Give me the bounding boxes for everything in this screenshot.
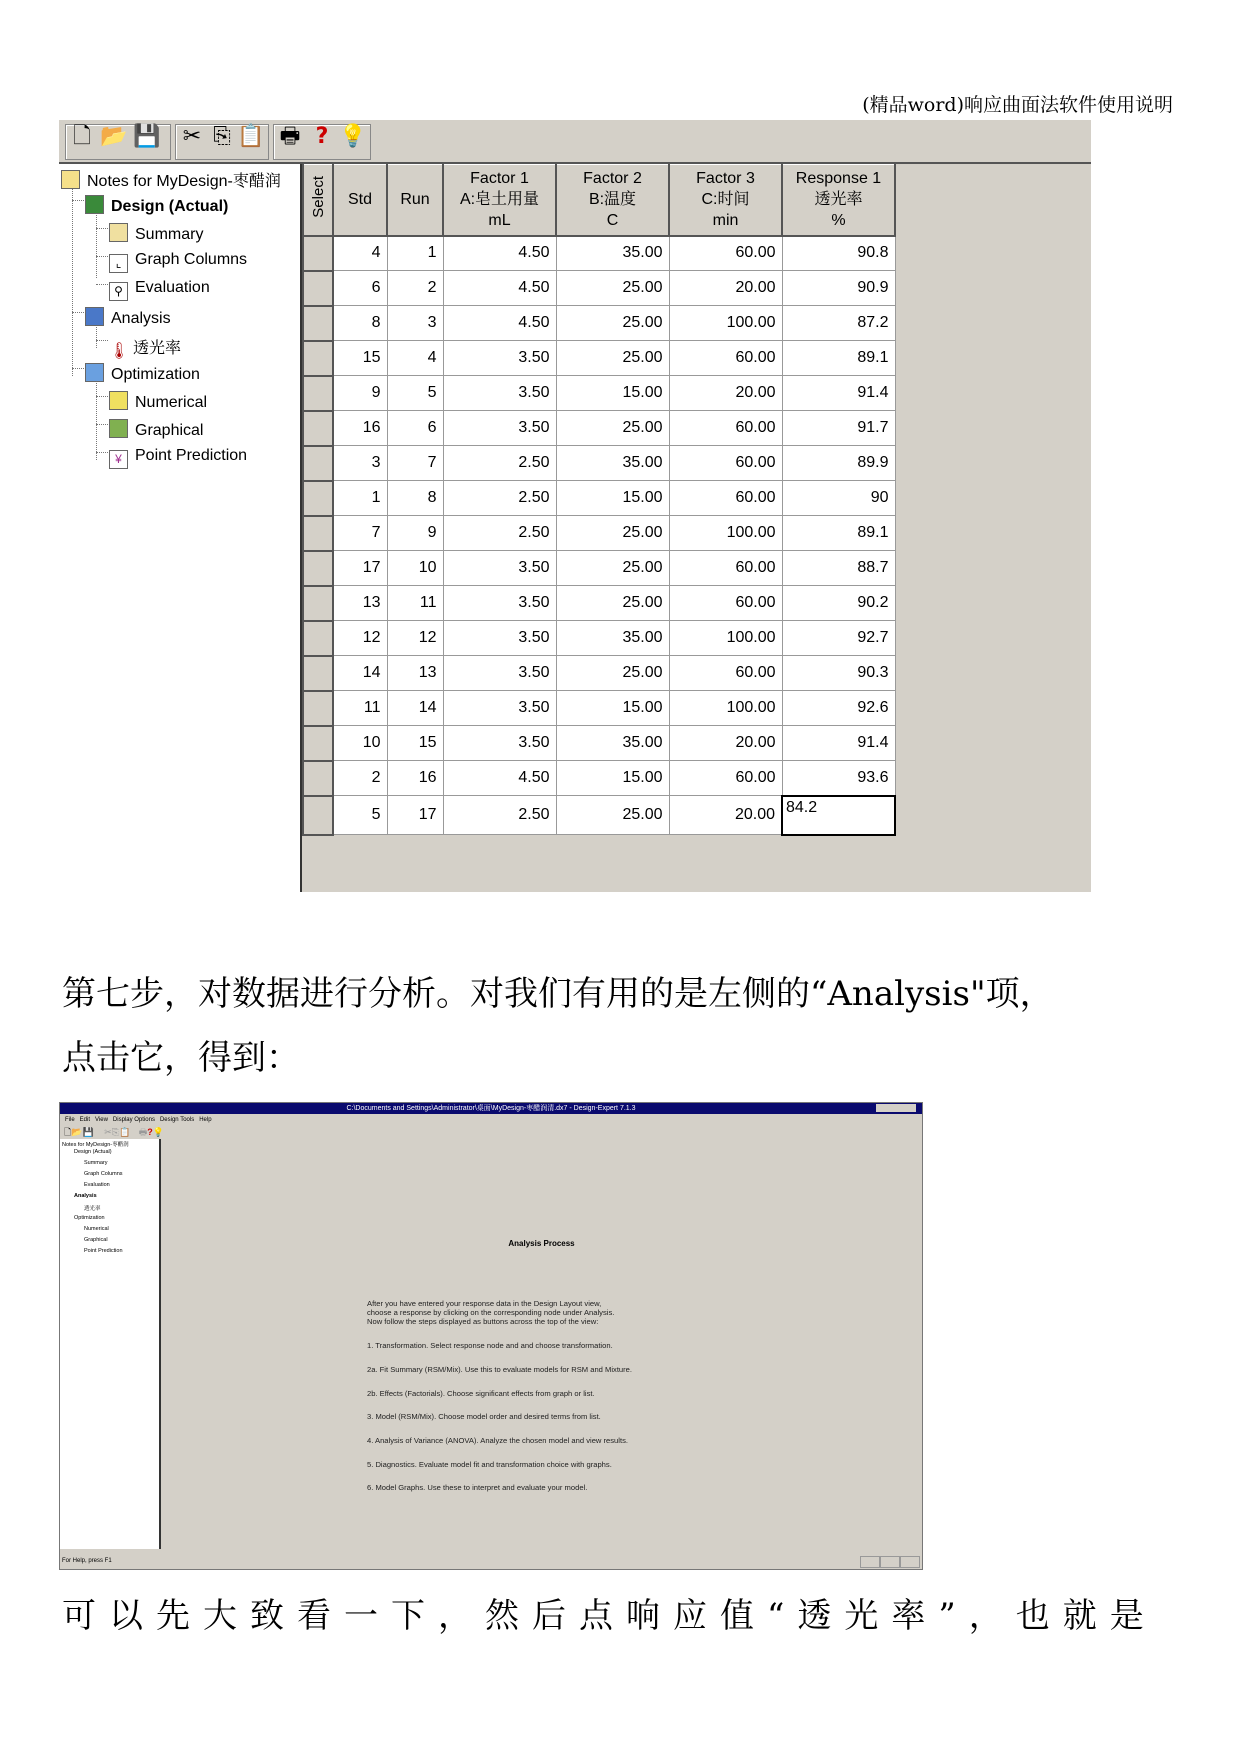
table-cell[interactable]: 90.9: [782, 271, 895, 306]
status-bar: For Help, press F1: [60, 1553, 922, 1569]
row-select-cell[interactable]: [303, 376, 333, 411]
graphical-icon: [109, 419, 128, 438]
summary-icon: [109, 223, 128, 242]
table-cell[interactable]: 15.00: [556, 481, 669, 516]
table-cell[interactable]: 5: [333, 796, 387, 835]
design-grid: [302, 164, 1091, 892]
table-cell[interactable]: 2: [333, 761, 387, 796]
paragraph-step7-line2: 点击它，得到：: [62, 1038, 300, 1078]
intro-line: choose a response by clicking on the corresponding node under Analysis.: [367, 1308, 615, 1318]
table-cell[interactable]: 35.00: [556, 236, 669, 271]
table-cell[interactable]: 9: [387, 516, 443, 551]
table-cell[interactable]: 3.50: [443, 376, 556, 411]
window-title-bar: C:\Documents and Settings\Administrator\桌面\MyDesign-枣醋润清.dx7 - Design-Expert 7.1.3: [60, 1103, 922, 1114]
table-cell[interactable]: 16: [387, 761, 443, 796]
col-factor-2[interactable]: Factor 2 B:温度 C: [556, 165, 669, 236]
menu-item[interactable]: Design Tools: [159, 1117, 195, 1123]
table-cell[interactable]: 25.00: [556, 796, 669, 835]
navigation-tree-small: [60, 1139, 161, 1549]
table-row[interactable]: [303, 621, 895, 656]
table-cell[interactable]: 3.50: [443, 551, 556, 586]
table-cell[interactable]: 60.00: [669, 411, 782, 446]
table-cell[interactable]: 17: [333, 551, 387, 586]
table-cell[interactable]: 9: [333, 376, 387, 411]
row-select-cell[interactable]: [303, 761, 333, 796]
table-cell[interactable]: 90.8: [782, 236, 895, 271]
table-cell[interactable]: 20.00: [669, 376, 782, 411]
save-icon[interactable]: 💾: [82, 1127, 94, 1137]
table-cell[interactable]: 4.50: [443, 761, 556, 796]
table-row[interactable]: [303, 726, 895, 761]
table-cell[interactable]: 11: [387, 586, 443, 621]
table-cell[interactable]: 15.00: [556, 376, 669, 411]
paragraph-step7-line1: 第七步，对数据进行分析。对我们有用的是左侧的“Analysis"项，: [62, 974, 1054, 1014]
table-cell[interactable]: 13: [333, 586, 387, 621]
print-icon[interactable]: 🖶: [279, 124, 301, 149]
col-run[interactable]: Run: [387, 165, 443, 236]
menu-item[interactable]: Help: [199, 1117, 212, 1123]
table-cell[interactable]: 6: [333, 271, 387, 306]
table-cell[interactable]: 92.6: [782, 691, 895, 726]
table-cell[interactable]: 20.00: [669, 796, 782, 835]
thermometer-icon: 🌡: [109, 343, 130, 360]
step-line: 4. Analysis of Variance (ANOVA). Analyze the chosen model and view results.: [367, 1435, 628, 1445]
table-cell[interactable]: 15.00: [556, 761, 669, 796]
table-cell[interactable]: 3.50: [443, 656, 556, 691]
col-factor-3[interactable]: Factor 3 C:时间 min: [669, 165, 782, 236]
table-cell[interactable]: 90.3: [782, 656, 895, 691]
table-cell[interactable]: 25.00: [556, 551, 669, 586]
open-folder-icon[interactable]: 📂: [71, 1127, 83, 1137]
tree-item-numerical[interactable]: Numerical: [109, 391, 207, 412]
table-cell[interactable]: 17: [387, 796, 443, 835]
table-cell[interactable]: 6: [387, 411, 443, 446]
row-select-cell[interactable]: [303, 411, 333, 446]
table-cell[interactable]: 15: [387, 726, 443, 761]
row-select-cell[interactable]: [303, 656, 333, 691]
table-row[interactable]: [303, 796, 895, 835]
tree-item-numerical[interactable]: Numerical: [84, 1226, 109, 1232]
table-row[interactable]: [303, 551, 895, 586]
table-row[interactable]: [303, 376, 895, 411]
table-row[interactable]: [303, 446, 895, 481]
table-cell[interactable]: 100.00: [669, 306, 782, 341]
table-cell[interactable]: 2.50: [443, 481, 556, 516]
help-icon[interactable]: ?: [315, 124, 329, 149]
table-cell[interactable]: 90.2: [782, 586, 895, 621]
menu-bar: [60, 1115, 922, 1125]
intro-line: Now follow the steps displayed as buttons across the top of the view:: [367, 1317, 599, 1327]
table-row[interactable]: [303, 341, 895, 376]
tree-item-point-prediction[interactable]: ¥ Point Prediction: [109, 447, 247, 469]
table-cell[interactable]: 15: [333, 341, 387, 376]
table-cell[interactable]: 89.1: [782, 516, 895, 551]
folder-icon: [61, 170, 80, 189]
table-cell[interactable]: 12: [387, 621, 443, 656]
table-cell[interactable]: 13: [387, 656, 443, 691]
table-cell[interactable]: 90: [782, 481, 895, 516]
tree-item-response[interactable]: 透光率: [84, 1206, 101, 1212]
tree-item-analysis[interactable]: Analysis: [85, 307, 171, 328]
menu-item[interactable]: File: [65, 1117, 75, 1123]
table-cell[interactable]: 91.4: [782, 726, 895, 761]
table-cell[interactable]: 89.1: [782, 341, 895, 376]
design-grid-icon: [85, 195, 104, 214]
help-icon[interactable]: ?: [147, 1127, 153, 1137]
table-row[interactable]: [303, 516, 895, 551]
table-cell[interactable]: 100.00: [669, 621, 782, 656]
col-response-1[interactable]: Response 1 透光率 %: [782, 165, 895, 236]
row-select-cell[interactable]: [303, 621, 333, 656]
graph-icon: ⌞: [109, 254, 128, 273]
row-select-cell[interactable]: [303, 341, 333, 376]
table-cell[interactable]: 2.50: [443, 446, 556, 481]
tree-item-graphical[interactable]: Graphical: [109, 419, 203, 440]
paste-icon[interactable]: 📋: [118, 1127, 131, 1137]
save-icon[interactable]: 💾: [133, 124, 161, 149]
copy-icon[interactable]: ⎘: [111, 1127, 119, 1137]
table-cell[interactable]: 25.00: [556, 411, 669, 446]
table-cell[interactable]: 87.2: [782, 306, 895, 341]
table-cell[interactable]: 5: [387, 376, 443, 411]
table-row[interactable]: [303, 306, 895, 341]
row-select-cell[interactable]: [303, 271, 333, 306]
cut-icon[interactable]: ✂: [104, 1127, 112, 1137]
table-cell[interactable]: 91.7: [782, 411, 895, 446]
row-select-cell[interactable]: [303, 586, 333, 621]
analysis-panel: [161, 1139, 922, 1551]
tree-item-evaluation[interactable]: ⚲ Evaluation: [109, 279, 210, 301]
table-cell[interactable]: 3.50: [443, 411, 556, 446]
table-cell[interactable]: 4: [387, 341, 443, 376]
row-select-cell[interactable]: [303, 516, 333, 551]
table-cell[interactable]: 25.00: [556, 656, 669, 691]
row-select-cell[interactable]: [303, 691, 333, 726]
table-row[interactable]: [303, 481, 895, 516]
tip-icon[interactable]: 💡: [339, 124, 367, 149]
paste-icon[interactable]: 📋: [237, 124, 265, 149]
toolbar-small: [60, 1125, 210, 1138]
navigation-tree: [59, 164, 302, 892]
table-cell[interactable]: 4.50: [443, 236, 556, 271]
table-cell[interactable]: 11: [333, 691, 387, 726]
step-line: 2b. Effects (Factorials). Choose significant effects from graph or list.: [367, 1388, 595, 1398]
tree-item-design[interactable]: Design (Actual): [85, 195, 228, 216]
table-cell[interactable]: 12: [333, 621, 387, 656]
tree-item-evaluation[interactable]: Evaluation: [84, 1182, 110, 1188]
table-cell[interactable]: 8: [333, 306, 387, 341]
table-row[interactable]: [303, 691, 895, 726]
table-cell[interactable]: 3: [387, 306, 443, 341]
table-row[interactable]: [303, 656, 895, 691]
col-factor-1[interactable]: Factor 1 A:皂土用量 mL: [443, 165, 556, 236]
intro-line: After you have entered your response data in the Design Layout view,: [367, 1299, 602, 1308]
table-row[interactable]: [303, 236, 895, 271]
table-cell[interactable]: 60.00: [669, 761, 782, 796]
tree-item-graphical[interactable]: Graphical: [84, 1237, 108, 1243]
table-cell[interactable]: 2.50: [443, 796, 556, 835]
new-file-icon[interactable]: 🗋: [64, 1127, 72, 1137]
table-cell[interactable]: 8: [387, 481, 443, 516]
analysis-icon: [85, 307, 104, 326]
row-select-cell[interactable]: [303, 796, 333, 835]
table-cell[interactable]: 7: [387, 446, 443, 481]
row-select-cell[interactable]: [303, 446, 333, 481]
menu-item[interactable]: Display Options: [112, 1117, 155, 1123]
table-row[interactable]: [303, 761, 895, 796]
table-cell[interactable]: 4.50: [443, 306, 556, 341]
table-cell[interactable]: 60.00: [669, 481, 782, 516]
table-row[interactable]: [303, 411, 895, 446]
table-cell[interactable]: 4: [333, 236, 387, 271]
analysis-instructions: [367, 1299, 632, 1507]
print-icon[interactable]: 🖶: [138, 1127, 148, 1137]
table-cell[interactable]: 25.00: [556, 271, 669, 306]
table-cell[interactable]: 10: [333, 726, 387, 761]
cut-icon[interactable]: ✂: [182, 124, 202, 149]
table-cell[interactable]: 3.50: [443, 586, 556, 621]
tree-item-summary[interactable]: Summary: [84, 1160, 108, 1166]
flask-icon: [85, 363, 104, 382]
analysis-screenshot: [59, 1102, 923, 1570]
table-cell[interactable]: 1: [333, 481, 387, 516]
table-cell[interactable]: 3.50: [443, 726, 556, 761]
table-cell[interactable]: 60.00: [669, 446, 782, 481]
table-cell[interactable]: 2: [387, 271, 443, 306]
row-select-cell[interactable]: [303, 236, 333, 271]
step-line: 5. Diagnostics. Evaluate model fit and transformation choice with graphs.: [367, 1459, 612, 1469]
tree-item-response[interactable]: 🌡 透光率: [109, 340, 182, 360]
table-cell[interactable]: 15.00: [556, 691, 669, 726]
table-cell[interactable]: 20.00: [669, 726, 782, 761]
row-select-cell[interactable]: [303, 481, 333, 516]
row-select-cell[interactable]: [303, 306, 333, 341]
table-cell[interactable]: 60.00: [669, 586, 782, 621]
col-std[interactable]: Std: [333, 165, 387, 236]
table-cell[interactable]: 4.50: [443, 271, 556, 306]
table-cell[interactable]: 35.00: [556, 621, 669, 656]
step-line: 3. Model (RSM/Mix). Choose model order and desired terms from list.: [367, 1412, 601, 1422]
analysis-heading: Analysis Process: [508, 1239, 575, 1248]
point-prediction-icon: ¥: [109, 450, 128, 469]
tip-icon[interactable]: 💡: [152, 1127, 164, 1137]
tree-item-graph-columns[interactable]: Graph Columns: [84, 1171, 123, 1177]
table-cell[interactable]: 3: [333, 446, 387, 481]
col-select[interactable]: Select: [303, 165, 333, 236]
menu-item[interactable]: View: [95, 1117, 108, 1123]
magnifier-icon: ⚲: [109, 282, 128, 301]
tree-item-summary[interactable]: Summary: [109, 223, 203, 244]
design-table: [302, 164, 896, 836]
table-cell[interactable]: 60.00: [669, 656, 782, 691]
table-cell[interactable]: 89.9: [782, 446, 895, 481]
step-line: 6. Model Graphs. Use these to interpret and evaluate your model.: [367, 1483, 588, 1493]
table-row[interactable]: [303, 586, 895, 621]
menu-item[interactable]: Edit: [79, 1117, 91, 1123]
page-header: (精品word)响应曲面法软件使用说明: [862, 94, 1173, 116]
open-folder-icon[interactable]: 📂: [100, 124, 128, 149]
table-cell[interactable]: 60.00: [669, 551, 782, 586]
new-file-icon[interactable]: 🗋: [73, 124, 91, 149]
tree-item-analysis[interactable]: Analysis: [74, 1193, 97, 1199]
tree-root[interactable]: Notes for MyDesign-枣醋润: [61, 168, 281, 191]
toolbar: [65, 120, 415, 164]
table-cell[interactable]: 14: [387, 691, 443, 726]
table-cell[interactable]: 3.50: [443, 691, 556, 726]
table-cell[interactable]: 2.50: [443, 516, 556, 551]
numerical-icon: [109, 391, 128, 410]
step-line: 1. Transformation. Select response node and and choose transformation.: [367, 1341, 613, 1351]
table-cell[interactable]: 3.50: [443, 621, 556, 656]
table-cell[interactable]: 25.00: [556, 586, 669, 621]
table-cell[interactable]: 25.00: [556, 341, 669, 376]
table-cell[interactable]: 100.00: [669, 516, 782, 551]
table-cell[interactable]: 35.00: [556, 446, 669, 481]
table-row[interactable]: [303, 271, 895, 306]
table-cell[interactable]: 14: [333, 656, 387, 691]
tree-item-design[interactable]: Design (Actual): [74, 1149, 112, 1155]
table-cell[interactable]: 16: [333, 411, 387, 446]
table-cell[interactable]: 88.7: [782, 551, 895, 586]
table-cell[interactable]: 25.00: [556, 306, 669, 341]
copy-icon[interactable]: ⎘: [213, 124, 231, 149]
table-cell[interactable]: 1: [387, 236, 443, 271]
tree-item-optimization[interactable]: Optimization: [85, 363, 200, 384]
table-cell[interactable]: 60.00: [669, 236, 782, 271]
table-cell[interactable]: 84.2: [782, 796, 895, 835]
tree-root[interactable]: Notes for MyDesign-枣醋润: [62, 1142, 129, 1148]
table-cell[interactable]: 7: [333, 516, 387, 551]
table-cell[interactable]: 20.00: [669, 271, 782, 306]
table-cell[interactable]: 10: [387, 551, 443, 586]
step-line: 2a. Fit Summary (RSM/Mix). Use this to evaluate models for RSM and Mixture.: [367, 1364, 633, 1374]
table-cell[interactable]: 91.4: [782, 376, 895, 411]
window-controls[interactable]: [876, 1104, 916, 1112]
table-cell[interactable]: 35.00: [556, 726, 669, 761]
tree-item-graph-columns[interactable]: ⌞ Graph Columns: [109, 251, 247, 273]
row-select-cell[interactable]: [303, 726, 333, 761]
row-select-cell[interactable]: [303, 551, 333, 586]
table-cell[interactable]: 3.50: [443, 341, 556, 376]
paragraph-next: 可以先大致看一下，然后点响应值“透光率”，也就是: [62, 1596, 1157, 1636]
tree-item-optimization[interactable]: Optimization: [74, 1215, 105, 1221]
design-layout-screenshot: [59, 120, 1091, 892]
table-cell[interactable]: 100.00: [669, 691, 782, 726]
tree-item-point-prediction[interactable]: Point Prediction: [84, 1248, 123, 1254]
table-cell[interactable]: 25.00: [556, 516, 669, 551]
table-cell[interactable]: 93.6: [782, 761, 895, 796]
table-cell[interactable]: 92.7: [782, 621, 895, 656]
table-cell[interactable]: 60.00: [669, 341, 782, 376]
